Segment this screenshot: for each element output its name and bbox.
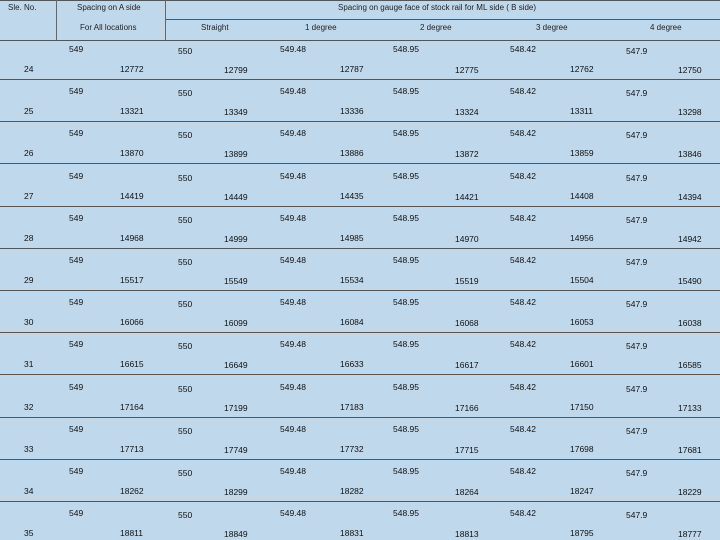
header-a-side: Spacing on A side [77, 3, 141, 12]
table-cell: 13321 [120, 106, 144, 117]
spacing-value: 547.9 [626, 130, 648, 141]
header-1-degree: 1 degree [305, 23, 337, 32]
serial-number: 26 [24, 148, 34, 159]
table-cell: 18795 [570, 528, 594, 539]
table-cell: 15549 [224, 276, 248, 286]
serial-number: 35 [24, 528, 34, 539]
spacing-value: 550 [178, 383, 193, 394]
spacing-value: 549 [69, 423, 84, 434]
spacing-value: 550 [178, 341, 193, 352]
row-divider [0, 374, 720, 375]
spacing-value: 548.42 [510, 170, 536, 181]
table-cell: 16068 [455, 318, 479, 329]
spacing-value: 549.48 [280, 297, 306, 308]
row-divider [0, 206, 720, 207]
serial-number: 30 [24, 317, 34, 328]
top-border [0, 0, 720, 1]
header-straight: Straight [201, 23, 229, 32]
spacing-value: 548.95 [393, 339, 419, 350]
spacing-value: 547.9 [626, 425, 648, 436]
spacing-value: 547.9 [626, 468, 648, 478]
spacing-value: 550 [178, 510, 193, 521]
spacing-value: 550 [178, 172, 193, 183]
spacing-value: 548.95 [393, 44, 419, 54]
table-cell: 16585 [678, 360, 702, 371]
spacing-value: 548.42 [510, 508, 536, 519]
table-cell: 14421 [455, 191, 479, 202]
spacing-value: 547.9 [626, 341, 648, 352]
header-2-degree: 2 degree [420, 23, 452, 32]
table-cell: 14942 [678, 233, 702, 244]
spacing-value: 549.48 [280, 423, 306, 434]
spacing-value: 549 [69, 128, 84, 139]
table-cell: 13324 [455, 107, 479, 118]
table-cell: 13846 [678, 149, 702, 160]
table-cell: 18813 [455, 529, 479, 540]
table-cell: 17164 [120, 401, 144, 412]
header-4-degree: 4 degree [650, 23, 682, 32]
col-divider-1 [56, 0, 57, 40]
spacing-value: 549 [69, 170, 84, 181]
spacing-value: 548.95 [393, 297, 419, 308]
table-cell: 17713 [120, 443, 144, 454]
row-divider [0, 79, 720, 80]
table-cell: 17732 [340, 443, 364, 454]
row-divider [0, 121, 720, 122]
spacing-value: 547.9 [626, 383, 648, 394]
spacing-value: 549 [69, 508, 84, 519]
table-cell: 14435 [340, 190, 364, 201]
table-cell: 17166 [455, 402, 479, 413]
table-cell: 14449 [224, 191, 248, 202]
table-cell: 13886 [340, 148, 364, 159]
spacing-value: 548.42 [510, 255, 536, 265]
table-cell: 16601 [570, 359, 594, 370]
spacing-value: 549.48 [280, 44, 306, 54]
table-cell: 16649 [224, 360, 248, 371]
spacing-value: 548.42 [510, 86, 536, 97]
spacing-value: 547.9 [626, 257, 648, 267]
table-cell: 13298 [678, 107, 702, 118]
table-cell: 13336 [340, 106, 364, 117]
table-cell: 18247 [570, 486, 594, 496]
row-divider [0, 417, 720, 418]
table-cell: 14999 [224, 233, 248, 244]
spacing-value: 548.95 [393, 170, 419, 181]
spacing-value: 547.9 [626, 88, 648, 99]
spacing-value: 547.9 [626, 214, 648, 225]
table-cell: 14419 [120, 190, 144, 201]
table-cell: 14408 [570, 190, 594, 201]
spacing-value: 548.95 [393, 381, 419, 392]
col-divider-2 [165, 0, 166, 40]
spacing-value: 550 [178, 46, 193, 56]
spacing-value: 548.42 [510, 466, 536, 476]
table-cell: 14970 [455, 233, 479, 244]
spacing-value: 550 [178, 214, 193, 225]
serial-number: 33 [24, 443, 34, 454]
spacing-value: 548.95 [393, 466, 419, 476]
table-cell: 18849 [224, 529, 248, 540]
spacing-value: 548.95 [393, 255, 419, 265]
table-cell: 18229 [678, 487, 702, 497]
table-cell: 17133 [678, 402, 702, 413]
table-cell: 17150 [570, 401, 594, 412]
spacing-value: 549 [69, 44, 84, 54]
spacing-value: 549.48 [280, 86, 306, 97]
table-cell: 13311 [570, 106, 594, 117]
header-gauge: Spacing on gauge face of stock rail for ML side ( B side) [338, 3, 537, 12]
serial-number: 24 [24, 64, 34, 74]
table-cell: 17183 [340, 401, 364, 412]
table-cell: 12762 [570, 64, 594, 74]
spacing-value: 548.42 [510, 297, 536, 308]
spacing-value: 550 [178, 88, 193, 99]
table-cell: 18262 [120, 486, 144, 496]
table-cell: 14985 [340, 232, 364, 243]
table-cell: 13899 [224, 149, 248, 160]
spacing-value: 549 [69, 255, 84, 265]
row-divider [0, 332, 720, 333]
table-cell: 12775 [455, 65, 479, 75]
table-cell: 16617 [455, 360, 479, 371]
header-sn: Sle. No. [8, 3, 37, 12]
spacing-value: 548.42 [510, 128, 536, 139]
serial-number: 25 [24, 106, 34, 117]
serial-number: 31 [24, 359, 34, 370]
spacing-value: 549 [69, 466, 84, 476]
spacing-value: 548.95 [393, 423, 419, 434]
spacing-value: 548.95 [393, 212, 419, 223]
header-3-degree: 3 degree [536, 23, 568, 32]
spacing-value: 549.48 [280, 339, 306, 350]
table-cell: 17715 [455, 444, 479, 455]
serial-number: 34 [24, 486, 34, 496]
table-cell: 18777 [678, 529, 702, 540]
table-cell: 17199 [224, 402, 248, 413]
table-cell: 16633 [340, 359, 364, 370]
header-bottom-line [0, 40, 720, 41]
table-cell: 14968 [120, 232, 144, 243]
table-cell: 12787 [340, 64, 364, 74]
row-divider [0, 248, 720, 249]
spacing-value: 548.42 [510, 44, 536, 54]
spacing-value: 549 [69, 86, 84, 97]
header-mid-line [165, 19, 720, 20]
table-cell: 13870 [120, 148, 144, 159]
serial-number: 32 [24, 401, 34, 412]
spacing-value: 550 [178, 257, 193, 267]
table-cell: 17749 [224, 444, 248, 455]
spacing-value: 549 [69, 212, 84, 223]
spacing-value: 549 [69, 381, 84, 392]
table-cell: 14956 [570, 232, 594, 243]
spacing-value: 547.9 [626, 46, 648, 56]
spacing-value: 549.48 [280, 508, 306, 519]
row-divider [0, 501, 720, 502]
spacing-value: 549 [69, 297, 84, 308]
table-cell: 16099 [224, 318, 248, 329]
spacing-value: 549.48 [280, 212, 306, 223]
table-cell: 12799 [224, 65, 248, 75]
table-cell: 15517 [120, 275, 144, 285]
table-cell: 18299 [224, 487, 248, 497]
row-divider [0, 290, 720, 291]
table-cell: 13349 [224, 107, 248, 118]
spacing-value: 548.42 [510, 212, 536, 223]
spacing-value: 549 [69, 339, 84, 350]
table-cell: 18831 [340, 528, 364, 539]
table-cell: 13859 [570, 148, 594, 159]
spacing-value: 547.9 [626, 510, 648, 521]
spacing-value: 549.48 [280, 170, 306, 181]
row-divider [0, 459, 720, 460]
spacing-value: 548.95 [393, 128, 419, 139]
spacing-value: 550 [178, 468, 193, 478]
row-divider [0, 163, 720, 164]
table-cell: 16053 [570, 317, 594, 328]
table-cell: 16084 [340, 317, 364, 328]
table-cell: 15504 [570, 275, 594, 285]
serial-number: 27 [24, 190, 34, 201]
spacing-value: 549.48 [280, 381, 306, 392]
spacing-value: 550 [178, 299, 193, 310]
spacing-value: 549.48 [280, 255, 306, 265]
table-cell: 12750 [678, 65, 702, 75]
table-cell: 13872 [455, 149, 479, 160]
table-cell: 18811 [120, 528, 144, 539]
table-cell: 16066 [120, 317, 144, 328]
spacing-value: 548.95 [393, 86, 419, 97]
spacing-value: 548.42 [510, 423, 536, 434]
table-cell: 15534 [340, 275, 364, 285]
spacing-value: 549.48 [280, 128, 306, 139]
table-cell: 15490 [678, 276, 702, 286]
spacing-value: 550 [178, 425, 193, 436]
spacing-value: 549.48 [280, 466, 306, 476]
spacing-value: 547.9 [626, 172, 648, 183]
spacing-value: 550 [178, 130, 193, 141]
spacing-value: 547.9 [626, 299, 648, 310]
spacing-value: 548.42 [510, 339, 536, 350]
table-cell: 17698 [570, 443, 594, 454]
header-all-locations: For All locations [80, 23, 137, 32]
table-cell: 16038 [678, 318, 702, 329]
table-cell: 18282 [340, 486, 364, 496]
table-cell: 18264 [455, 487, 479, 497]
table-cell: 17681 [678, 444, 702, 455]
spacing-value: 548.95 [393, 508, 419, 519]
table-cell: 15519 [455, 276, 479, 286]
table-cell: 14394 [678, 191, 702, 202]
serial-number: 28 [24, 232, 34, 243]
serial-number: 29 [24, 275, 34, 285]
table-cell: 12772 [120, 64, 144, 74]
spacing-value: 548.42 [510, 381, 536, 392]
table-cell: 16615 [120, 359, 144, 370]
